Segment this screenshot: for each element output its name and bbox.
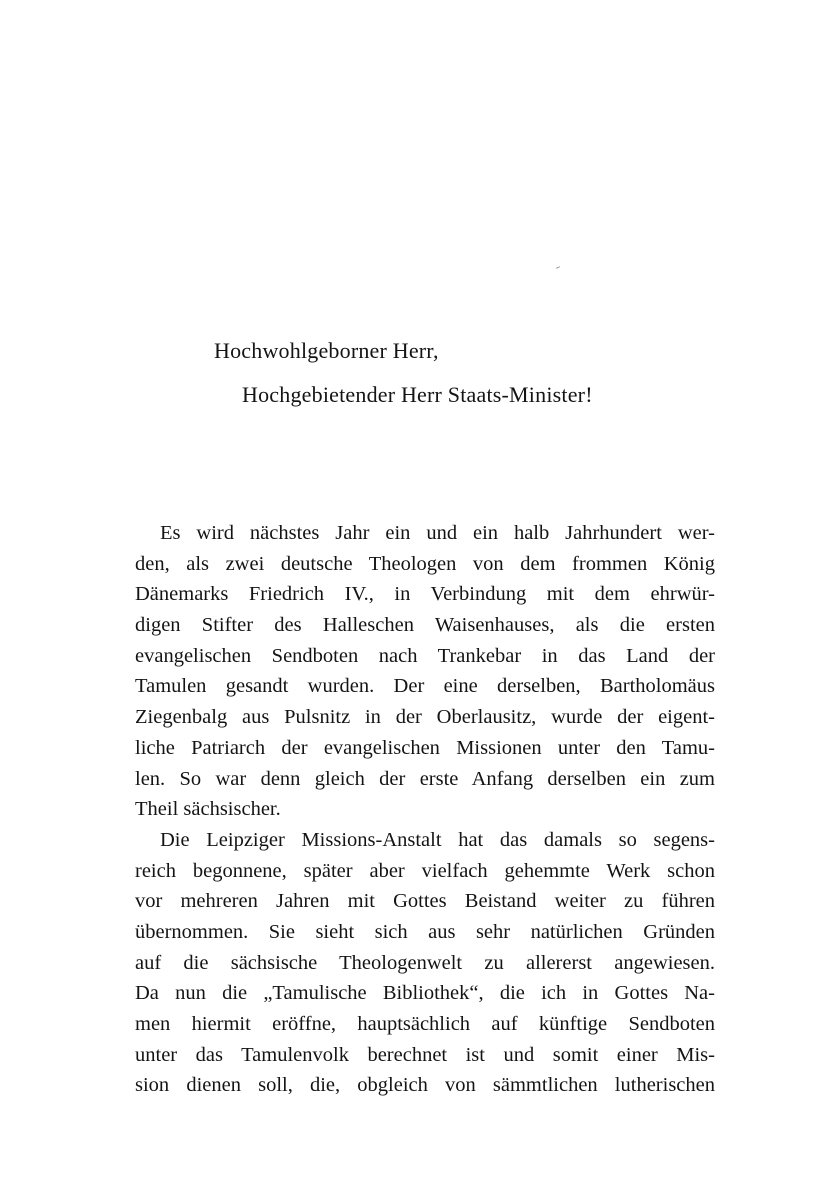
paragraph-2-line: men hiermit eröffne, hauptsächlich auf künftige Sendboten — [135, 1013, 715, 1035]
salutation-line-2: Hochgebietender Herr Staats-Minister! — [242, 382, 593, 407]
paragraph-1-line: liche Patriarch der evangelischen Missionen unter den Tamu- — [135, 736, 715, 759]
paragraph-2-line: Die Leipziger Missions-Anstalt hat das damals so segens- — [160, 828, 715, 851]
paragraph-2-line: vor mehreren Jahren mit Gottes Beistand weiter zu führen — [135, 890, 715, 913]
paragraph-1-line: Dänemarks Friedrich IV., in Verbindung mit dem ehrwür- — [135, 583, 715, 606]
paragraph-1-line: Theil sächsischer. — [135, 798, 281, 821]
paragraph-1-line: digen Stifter des Halleschen Waisenhauses, als die ersten — [135, 614, 715, 637]
paragraph-2-line: Da nun die „Tamulische Bibliothek“, die ich in Gottes Na- — [135, 982, 715, 1005]
paragraph-2-line: auf die sächsische Theologenwelt zu allererst angewiesen. — [135, 951, 715, 974]
paragraph-2-line: reich begonnene, später aber vielfach gehemmte Werk schon — [135, 859, 715, 882]
body-text — [135, 518, 715, 1101]
paragraph-1-line: Tamulen gesandt wurden. Der eine derselben, Bartholomäus — [135, 675, 715, 698]
print-speck — [556, 266, 560, 269]
paragraph-2-line: übernommen. Sie sieht sich aus sehr natürlichen Gründen — [135, 920, 715, 943]
paragraph-1-line: Es wird nächstes Jahr ein und ein halb Jahrhundert wer- — [160, 522, 715, 544]
paragraph-1-line: den, als zwei deutsche Theologen von dem frommen König — [135, 552, 715, 575]
paragraph-1-line: Ziegenbalg aus Pulsnitz in der Oberlausitz, wurde der eigent- — [135, 706, 715, 729]
paragraph-2-line: unter das Tamulenvolk berechnet ist und somit einer Mis- — [135, 1043, 715, 1066]
paragraph-1-line: len. So war denn gleich der erste Anfang derselben ein zum — [135, 767, 715, 790]
salutation-line-1: Hochwohlgeborner Herr, — [214, 338, 439, 363]
paragraph-1-line: evangelischen Sendboten nach Trankebar in das Land der — [135, 644, 715, 667]
paragraph-2-line: sion dienen soll, die, obgleich von sämmtlichen lutherischen — [135, 1074, 715, 1097]
